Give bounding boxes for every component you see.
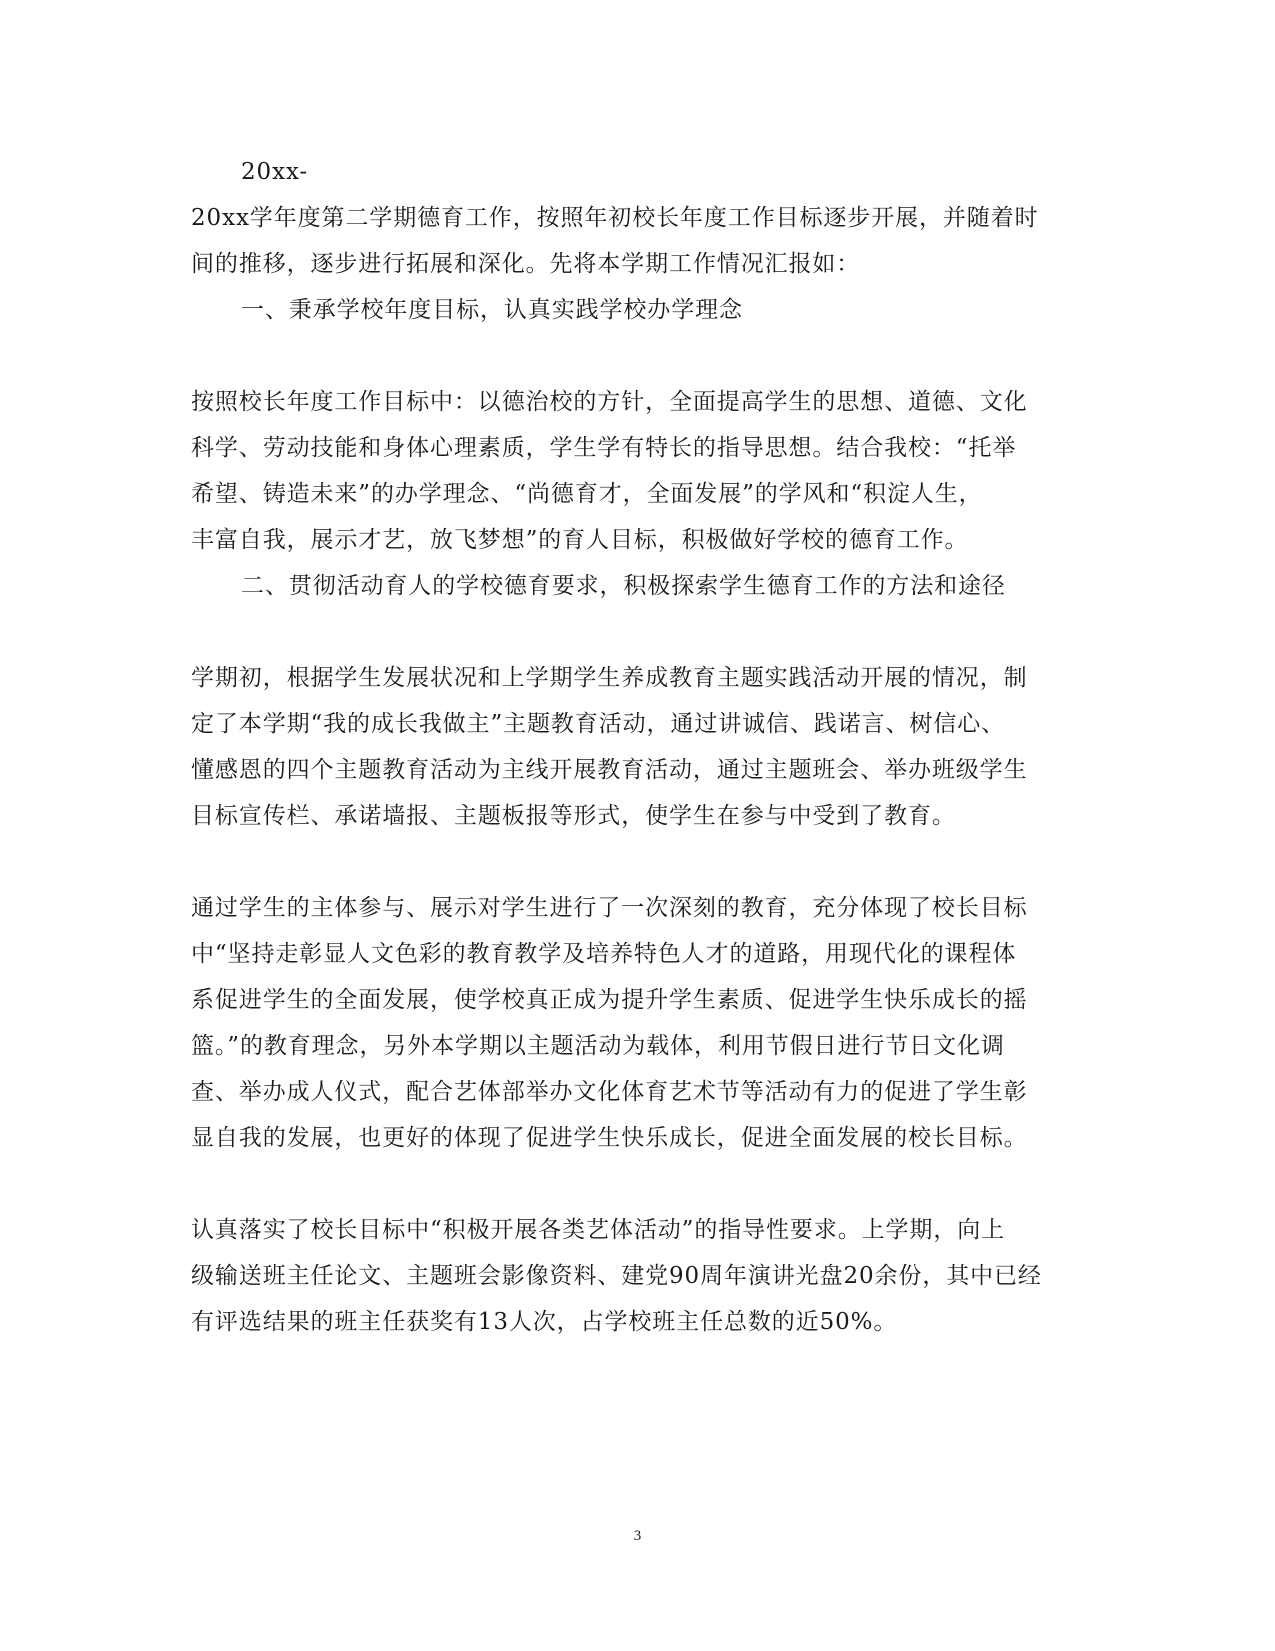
text-line: 篮。”的教育理念，另外本学期以主题活动为载体，利用节假日进行节日文化调	[191, 1033, 1005, 1059]
page-number: 3	[633, 1528, 642, 1544]
text-line: 希望、铸造未来”的办学理念、“尚德育才，全面发展”的学风和“积淀人生，	[191, 481, 983, 507]
text-line: 丰富自我，展示才艺，放飞梦想”的育人目标，积极做好学校的德育工作。	[191, 527, 969, 553]
section-heading-2: 二、贯彻活动育人的学校德育要求，积极探索学生德育工作的方法和途径	[241, 573, 1006, 599]
text-line: 级输送班主任论文、主题班会影像资料、建党90周年演讲光盘20余份，其中已经	[191, 1263, 1042, 1289]
text-line: 认真落实了校长目标中“积极开展各类艺体活动”的指导性要求。上学期，向上	[191, 1217, 1006, 1243]
text-line: 通过学生的主体参与、展示对学生进行了一次深刻的教育，充分体现了校长目标	[191, 895, 1028, 921]
text-line: 20xx-	[241, 159, 309, 185]
text-line: 懂感恩的四个主题教育活动为主线开展教育活动，通过主题班会、举办班级学生	[191, 757, 1028, 783]
text-line: 系促进学生的全面发展，使学校真正成为提升学生素质、促进学生快乐成长的摇	[191, 987, 1028, 1013]
text-line: 有评选结果的班主任获奖有13人次，占学校班主任总数的近50%。	[191, 1309, 898, 1335]
text-line: 查、举办成人仪式，配合艺体部举办文化体育艺术节等活动有力的促进了学生彰	[191, 1079, 1028, 1105]
text-line: 按照校长年度工作目标中：以德治校的方针，全面提高学生的思想、道德、文化	[191, 389, 1028, 415]
text-line: 间的推移，逐步进行拓展和深化。先将本学期工作情况汇报如：	[191, 251, 861, 277]
text-line: 显自我的发展，也更好的体现了促进学生快乐成长，促进全面发展的校长目标。	[191, 1125, 1028, 1151]
text-line: 定了本学期“我的成长我做主”主题教育活动，通过讲诚信、践诺言、树信心、	[191, 711, 1006, 737]
text-line: 学期初，根据学生发展状况和上学期学生养成教育主题实践活动开展的情况，制	[191, 665, 1028, 691]
text-line: 20xx学年度第二学期德育工作，按照年初校长年度工作目标逐步开展，并随着时	[191, 205, 1039, 231]
text-line: 中“坚持走彰显人文色彩的教育教学及培养特色人才的道路，用现代化的课程体	[191, 941, 1017, 967]
text-line: 目标宣传栏、承诺墙报、主题板报等形式，使学生在参与中受到了教育。	[191, 803, 956, 829]
text-line: 科学、劳动技能和身体心理素质，学生学有特长的指导思想。结合我校：“托举	[191, 435, 1017, 461]
section-heading-1: 一、秉承学校年度目标，认真实践学校办学理念	[241, 297, 743, 323]
